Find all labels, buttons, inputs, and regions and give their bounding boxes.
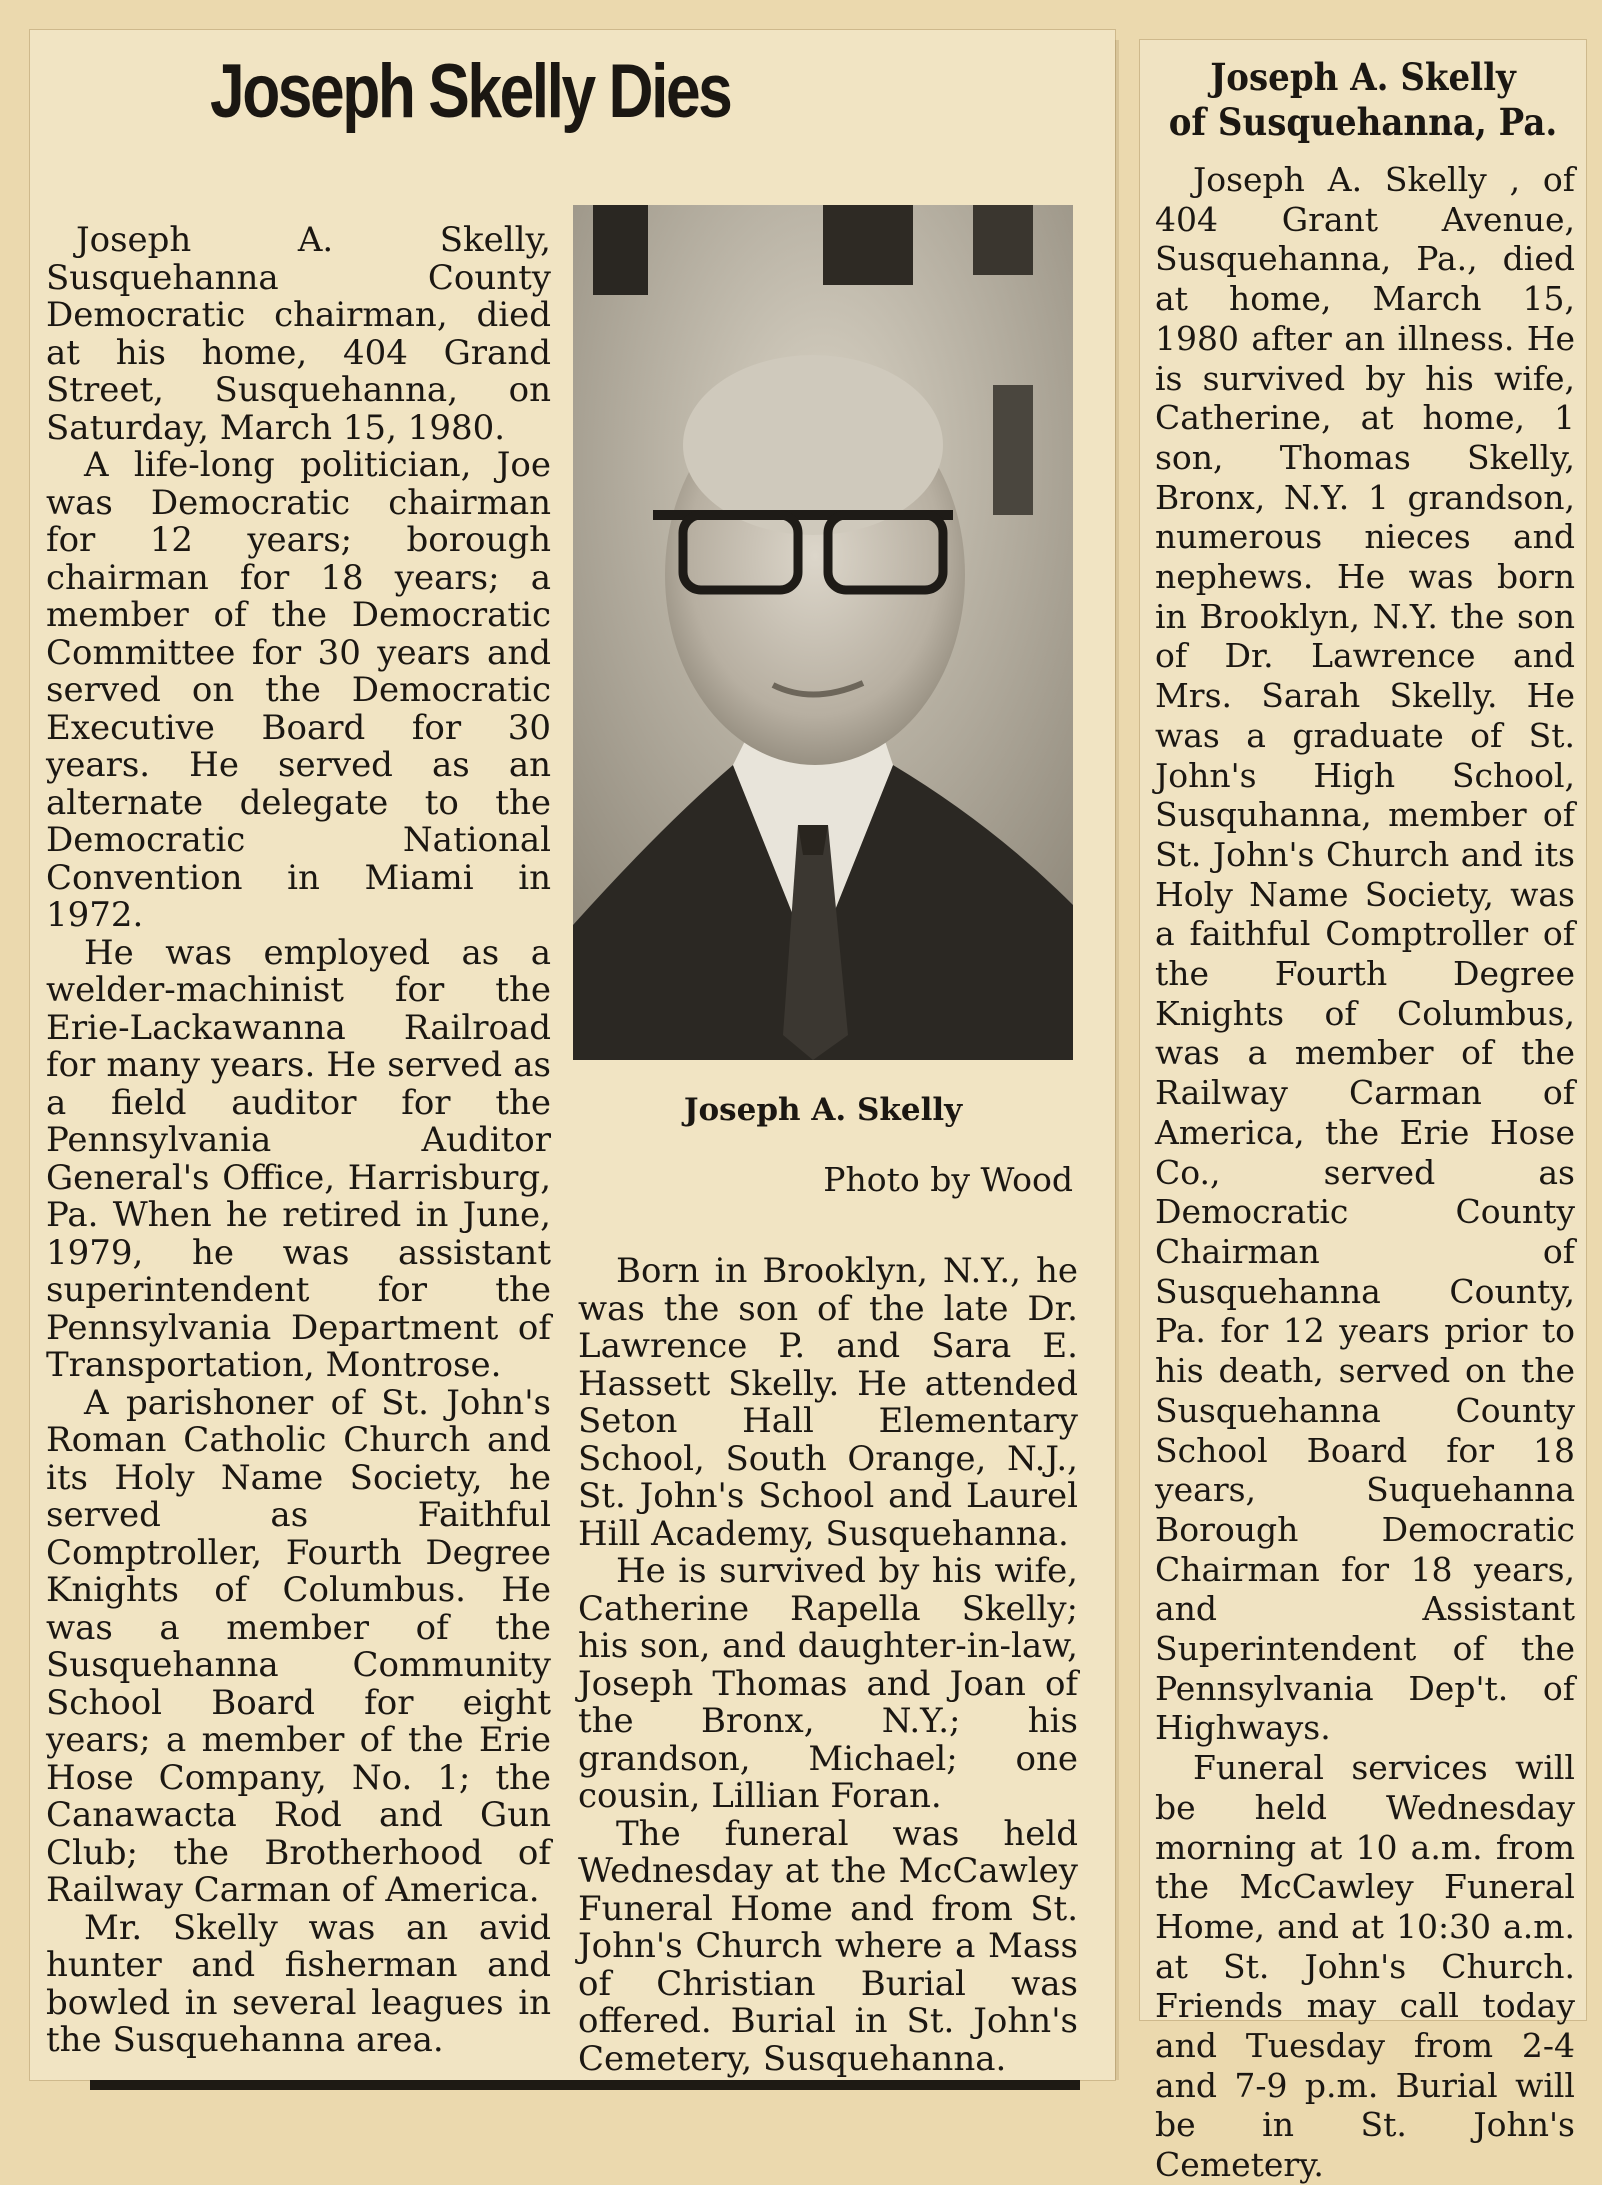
- clipping-edge: [1115, 40, 1119, 2080]
- obituary-2-title: [1158, 55, 1568, 145]
- paragraph: A parishoner of St. John's Roman Catholic Church and its Holy Name Society, he served as Faithful Comptroller, Fourth Degree Knights of Columbus. He was a member of the Susquehanna Community School Board for eight years; a member of the Erie Hose Company, No. 1; the Canawacta Rod and Gun Club; the Brotherhood of Railway Carman of America.: [46, 1382, 551, 1910]
- paragraph: Mr. Skelly was an avid hunter and fisherman and bowled in several leagues in the Susquehanna area.: [46, 1907, 551, 2060]
- headline: Joseph Skelly Dies: [210, 49, 731, 134]
- paragraph: Joseph A. Skelly, Susquehanna County Democratic chairman, died at his home, 404 Grand Street, Susquehanna, on Saturday, March 15, 1980.: [46, 220, 551, 448]
- paragraph: The funeral was held Wednesday at the McCawley Funeral Home and from St. John's Church where a Mass of Christian Burial was offered. Burial in St. John's Cemetery, Susquehanna.: [578, 1813, 1078, 2079]
- paragraph: Joseph A. Skelly , of 404 Grant Avenue, Susquehanna, Pa., died at home, March 15, 1980 after an illness. He is survived by his wife, Catherine, at home, 1 son, Thomas Skelly, Bronx, N.Y. 1 grandson, numerous nieces and nephews. He was born in Brooklyn, N.Y. the son of Dr. Lawrence and Mrs. Sarah Skelly. He was a graduate of St. John's High School, Susquhanna, member of St. John's Church and its Holy Name Society, was a faithful Comptroller of the Fourth Degree Knights of Columbus, was a member of the Railway Carman of America, the Erie Hose Co., served as Democratic County Chairman of Susquehanna County, Pa. for 12 years prior to his death, served on the Susquehanna County School Board for 18 years, Suquehanna Borough Democratic Chairman for 18 years, and Assistant Superintendent of the Pennsylvania Dep't. of Highways.: [1155, 160, 1575, 1748]
- portrait-image: [573, 205, 1073, 1060]
- bottom-rule: [90, 2080, 1080, 2090]
- paragraph: A life-long politician, Joe was Democratic chairman for 12 years; borough chairman for 18 years; a member of the Democratic Committee for 30 years and served on the Democratic Executive Board for 30 years. He served as an alternate delegate to the Democratic National Convention in Miami in 1972.: [46, 445, 551, 935]
- photo-credit: Photo by Wood: [823, 1160, 1073, 1199]
- article-column-1: [46, 222, 551, 2060]
- article-column-2: [578, 1253, 1078, 2078]
- title-line-1: Joseph A. Skelly: [1210, 55, 1516, 99]
- portrait-photo: [573, 205, 1073, 1060]
- obituary-2-column: [1155, 160, 1575, 2185]
- paragraph: He was employed as a welder-machinist for the Erie-Lackawanna Railroad for many years. He served as a field auditor for the Pennsylvania Auditor General's Office, Harrisburg, Pa. When he retired in June, 1979, he was assistant superintendent for the Pennsylvania Department of Transportation, Montrose.: [46, 932, 551, 1385]
- paragraph: Born in Brooklyn, N.Y., he was the son of the late Dr. Lawrence P. and Sara E. Hassett Skelly. He attended Seton Hall Elementary School, South Orange, N.J., St. John's School and Laurel Hill Academy, Susquehanna.: [578, 1251, 1078, 1554]
- paragraph: He is survived by his wife, Catherine Rapella Skelly; his son, and daughter-in-law, Joseph Thomas and Joan of the Bronx, N.Y.; his grandson, Michael; one cousin, Lillian Foran.: [578, 1551, 1078, 1816]
- title-line-2: of Susquehanna, Pa.: [1168, 100, 1558, 144]
- photo-caption: Joseph A. Skelly: [683, 1092, 963, 1128]
- paragraph: Funeral services will be held Wednesday morning at 10 a.m. from the McCawley Funeral Home, and at 10:30 a.m. at St. John's Church. Friends may call today and Tuesday from 2-4 and 7-9 p.m. Burial will be in St. John's Cemetery.: [1155, 1748, 1575, 2185]
